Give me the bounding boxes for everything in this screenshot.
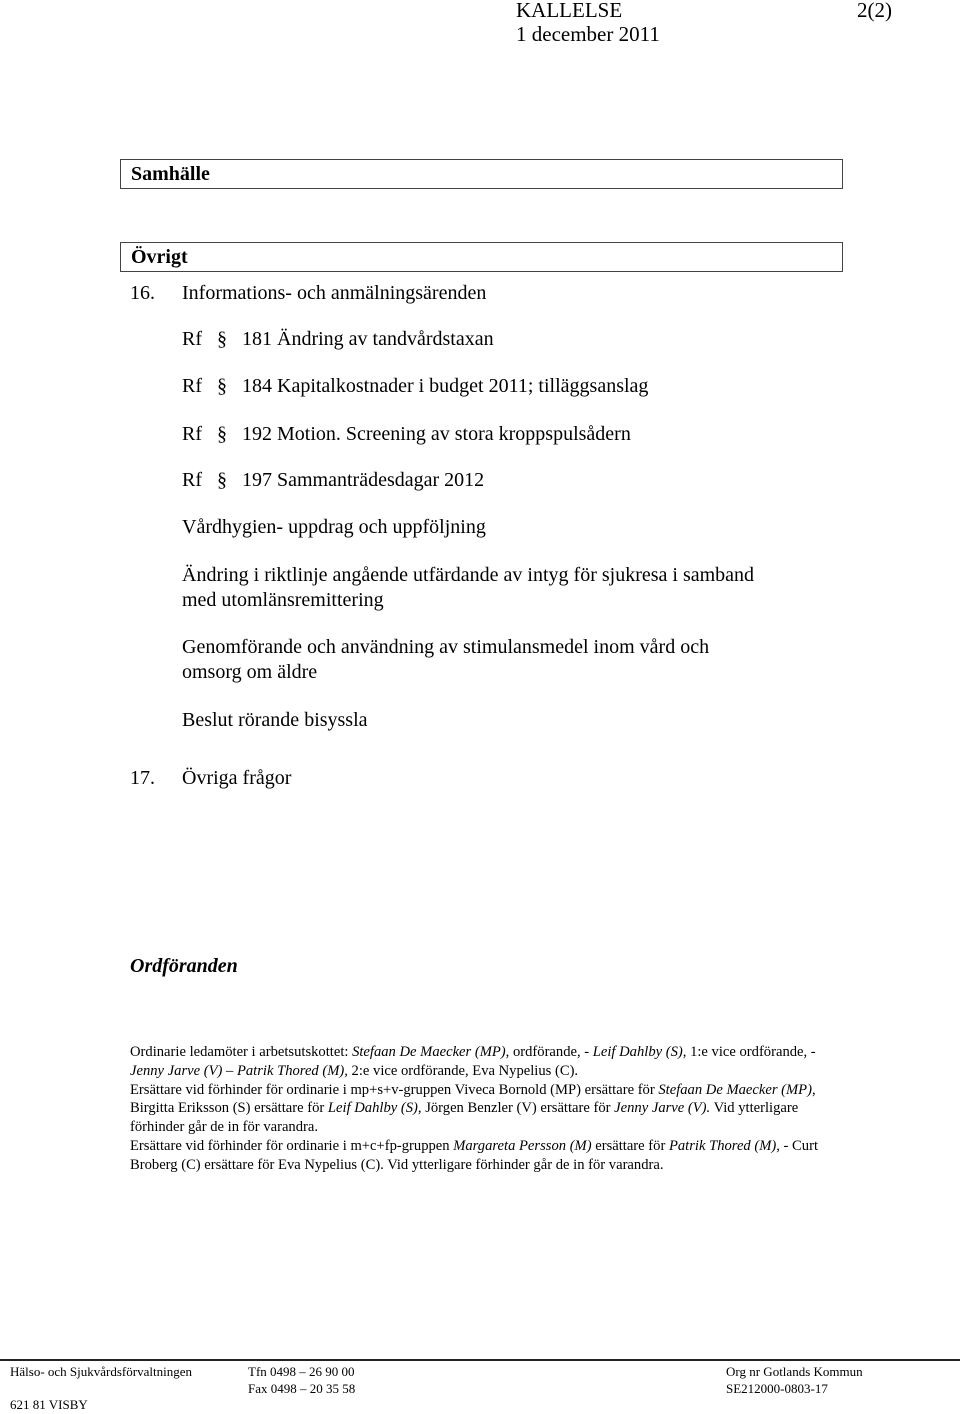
rf-label: Rf [182,423,202,445]
subitem-text: 197 Sammanträdesdagar 2012 [242,469,485,491]
section-samhalle: Samhälle [120,159,843,189]
rf-label: Rf [182,375,202,397]
subitem-riktlinje-line-2: med utomlänsremittering [182,589,384,611]
footer-address: 621 81 VISBY [10,1397,88,1412]
section-ovrigt: Övrigt [120,242,843,272]
members-block [130,1043,830,1175]
rf-label: Rf [182,328,202,350]
chairman-signature-label: Ordföranden [130,955,238,977]
subitem-rf-197 [182,467,484,493]
subitem-bisyssla: Beslut rörande bisyssla [182,709,368,731]
document-date: 1 december 2011 [516,22,660,46]
item-16-title: Informations- och anmälningsärenden [182,282,487,304]
page-number: 2(2) [857,0,892,22]
subitem-rf-184 [182,373,648,399]
section-symbol: § [217,469,227,491]
subitem-text: 181 Ändring av tandvårdstaxan [242,328,494,350]
subitem-text: 192 Motion. Screening av stora kroppspulsådern [242,423,631,445]
footer-org-nr-label: Org nr Gotlands Kommun [726,1364,863,1379]
document-type: KALLELSE [516,0,623,22]
subitem-rf-181 [182,326,494,352]
footer-divider [0,1359,960,1361]
rf-label: Rf [182,469,202,491]
substitutes-mp-s-v-paragraph: Ersättare vid förhinder för ordinarie i mp+s+v-gruppen Viveca Bornold (MP) ersättare för Stefaan De Maecker (MP), Birgitta Eriksson (S) ersättare för Leif Dahlby (S), Jörgen Benzler (V) ersättare för Jenny Jarve (V). Vid ytterligare förhinder går de in för varandra. [130,1081,816,1136]
subitem-text: 184 Kapitalkostnader i budget 2011; tilläggsanslag [242,375,649,397]
item-16-number: 16. [130,282,155,304]
footer-fax: Fax 0498 – 20 35 58 [248,1381,356,1396]
footer-org-name: Hälso- och Sjukvårdsförvaltningen [10,1364,192,1379]
section-symbol: § [217,375,227,397]
subitem-stimulansmedel-line-1: Genomförande och användning av stimulansmedel inom vård och [182,636,710,658]
ordinary-members-paragraph: Ordinarie ledamöter i arbetsutskottet: Stefaan De Maecker (MP), ordförande, - Leif Dahlby (S), 1:e vice ordförande, - Jenny Jarve (V) – Patrik Thored (M), 2:e vice ordförande, Eva Nypelius (C). [130,1044,816,1079]
substitutes-m-c-fp-paragraph: Ersättare vid förhinder för ordinarie i m+c+fp-gruppen Margareta Persson (M) ersättare för Patrik Thored (M), - Curt Broberg (C) ersättare för Eva Nypelius (C). Vid ytterligare förhinder går de in för varandra. [130,1137,819,1173]
section-symbol: § [217,328,227,350]
footer-phone: Tfn 0498 – 26 90 00 [248,1364,355,1379]
subitem-rf-192 [182,421,631,447]
item-17-number: 17. [130,767,155,789]
subitem-stimulansmedel-line-2: omsorg om äldre [182,661,318,683]
footer-org-nr: SE212000-0803-17 [726,1381,828,1396]
section-symbol: § [217,423,227,445]
item-17-title: Övriga frågor [182,767,292,789]
subitem-vardhygien: Vårdhygien- uppdrag och uppföljning [182,516,486,538]
subitem-riktlinje-line-1: Ändring i riktlinje angående utfärdande av intyg för sjukresa i samband [182,564,755,586]
